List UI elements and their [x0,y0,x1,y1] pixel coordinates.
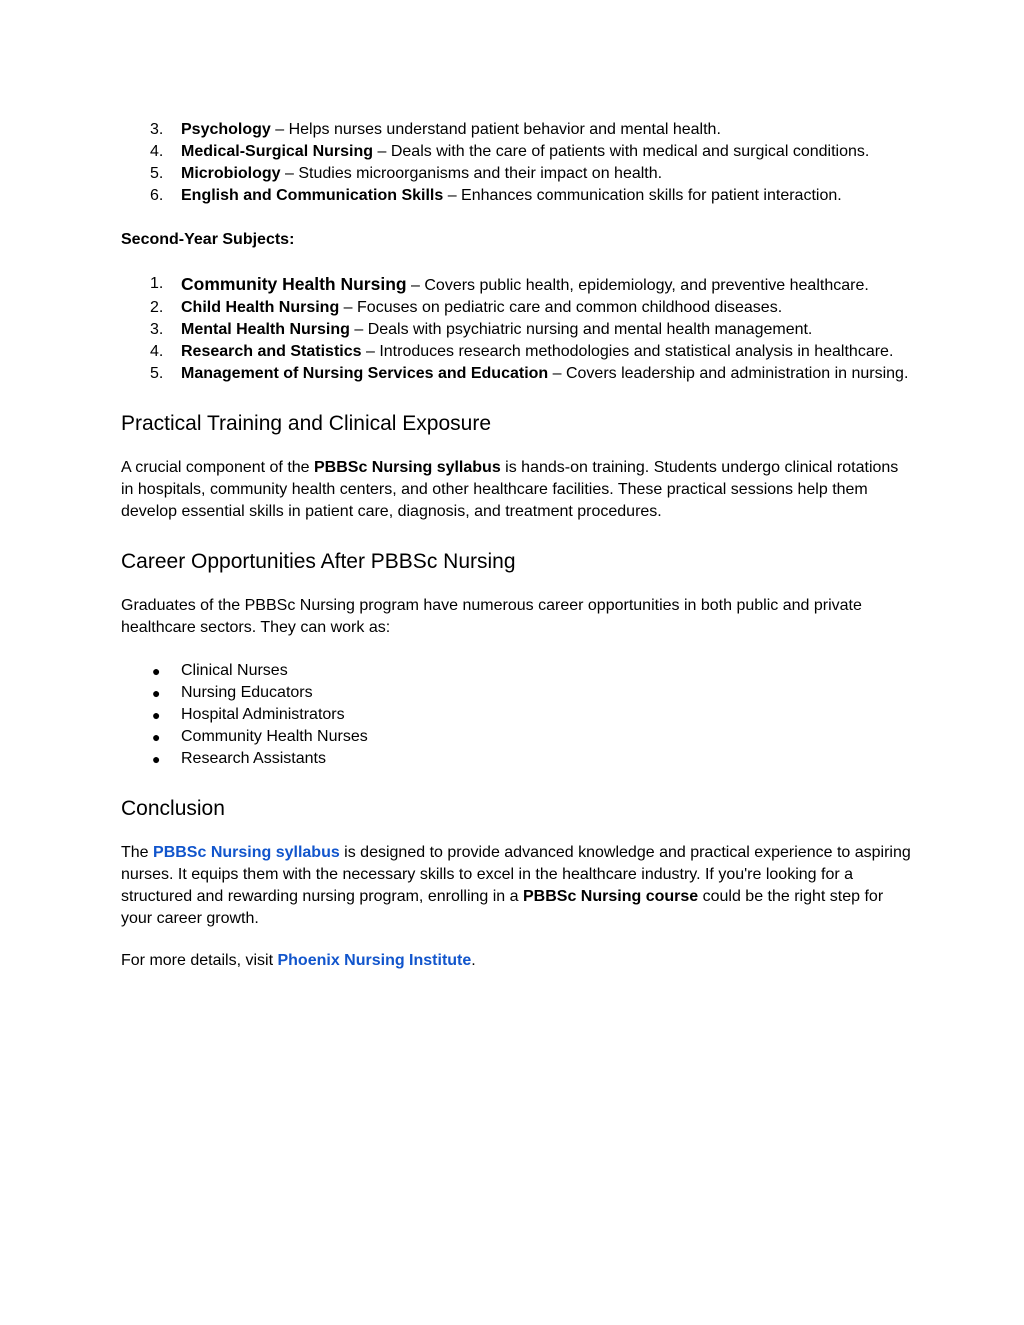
career-item: Hospital Administrators [181,706,345,723]
list-item [121,141,914,163]
subject-description: – Covers leadership and administration in nursing. [548,365,909,382]
bullet-icon: ● [152,751,161,767]
subject-name: Research and Statistics [181,343,362,360]
list-item [121,726,914,748]
list-item [121,273,914,297]
paragraph-text: The [121,844,154,861]
paragraph-text: A crucial component of the [121,459,314,476]
subject-name: Medical-Surgical Nursing [181,143,374,160]
list-number: 6. [150,187,164,204]
list-item [121,185,914,207]
career-list [121,660,914,770]
career-opportunities-heading: Career Opportunities After PBBSc Nursing [121,550,516,573]
career-intro-paragraph: Graduates of the PBBSc Nursing program have numerous career opportunities in both public and private healthcare sectors. They can work as: [121,597,862,636]
conclusion-heading: Conclusion [121,797,225,820]
subject-name: English and Communication Skills [181,187,444,204]
subject-name: Child Health Nursing [181,299,340,316]
bullet-icon: ● [152,729,161,745]
career-item: Research Assistants [181,750,326,767]
phoenix-institute-link[interactable]: Phoenix Nursing Institute [277,952,472,969]
subject-description: – Covers public health, epidemiology, and preventive healthcare. [406,277,869,294]
bold-term: PBBSc Nursing syllabus [314,459,501,476]
list-item [121,297,914,319]
bullet-icon: ● [152,663,161,679]
career-item: Clinical Nurses [181,662,288,679]
list-item [121,363,914,385]
details-paragraph [121,950,914,972]
paragraph-text: For more details, visit [121,952,278,969]
list-item [121,163,914,185]
subject-description: – Deals with the care of patients with medical and surgical conditions. [373,143,870,160]
subject-name: Microbiology [181,165,281,182]
second-year-subjects-list [121,273,914,385]
paragraph-text: is designed to provide advanced knowledge and practical experience to aspiring nurses. It equips them with the necessary skills to excel in the healthcare industry. If you're looking for a structured and rewarding nursing program, enrolling in a [121,844,911,905]
subject-description: – Studies microorganisms and their impact on health. [280,165,663,182]
bullet-icon: ● [152,707,161,723]
list-item [121,660,914,682]
list-number: 1. [150,275,164,292]
paragraph-text: . [471,952,476,969]
list-number: 3. [150,121,164,138]
list-number: 5. [150,165,164,182]
list-item [121,704,914,726]
conclusion-paragraph [121,842,914,930]
second-year-heading: Second-Year Subjects: [121,231,295,248]
list-number: 2. [150,299,164,316]
subject-name: Community Health Nursing [181,274,407,294]
list-number: 5. [150,365,164,382]
career-item: Nursing Educators [181,684,313,701]
bullet-icon: ● [152,685,161,701]
list-number: 4. [150,343,164,360]
pbbsc-syllabus-link[interactable]: PBBSc Nursing syllabus [153,844,340,861]
practical-training-heading: Practical Training and Clinical Exposure [121,412,492,435]
subject-name: Management of Nursing Services and Education [181,365,549,382]
list-item [121,682,914,704]
subject-name: Mental Health Nursing [181,321,350,338]
subject-description: – Focuses on pediatric care and common childhood diseases. [339,299,783,316]
list-item [121,341,914,363]
practical-training-paragraph [121,457,914,523]
career-item: Community Health Nurses [181,728,368,745]
list-item [121,319,914,341]
list-number: 4. [150,143,164,160]
subject-description: – Introduces research methodologies and statistical analysis in healthcare. [361,343,894,360]
list-item [121,748,914,770]
paragraph-text: could be the right step for your career growth. [121,888,884,927]
paragraph-text: is hands-on training. Students undergo clinical rotations in hospitals, community health centers, and other healthcare facilities. These practical sessions help them develop essential skills in patient care, diagnosis, and treatment procedures. [121,459,899,520]
list-number: 3. [150,321,164,338]
list-item [121,119,914,141]
subject-description: – Enhances communication skills for patient interaction. [443,187,842,204]
first-year-subjects-list [121,119,914,207]
subject-name: Psychology [181,121,271,138]
subject-description: – Helps nurses understand patient behavior and mental health. [270,121,721,138]
bold-term: PBBSc Nursing course [523,888,699,905]
subject-description: – Deals with psychiatric nursing and mental health management. [349,321,813,338]
